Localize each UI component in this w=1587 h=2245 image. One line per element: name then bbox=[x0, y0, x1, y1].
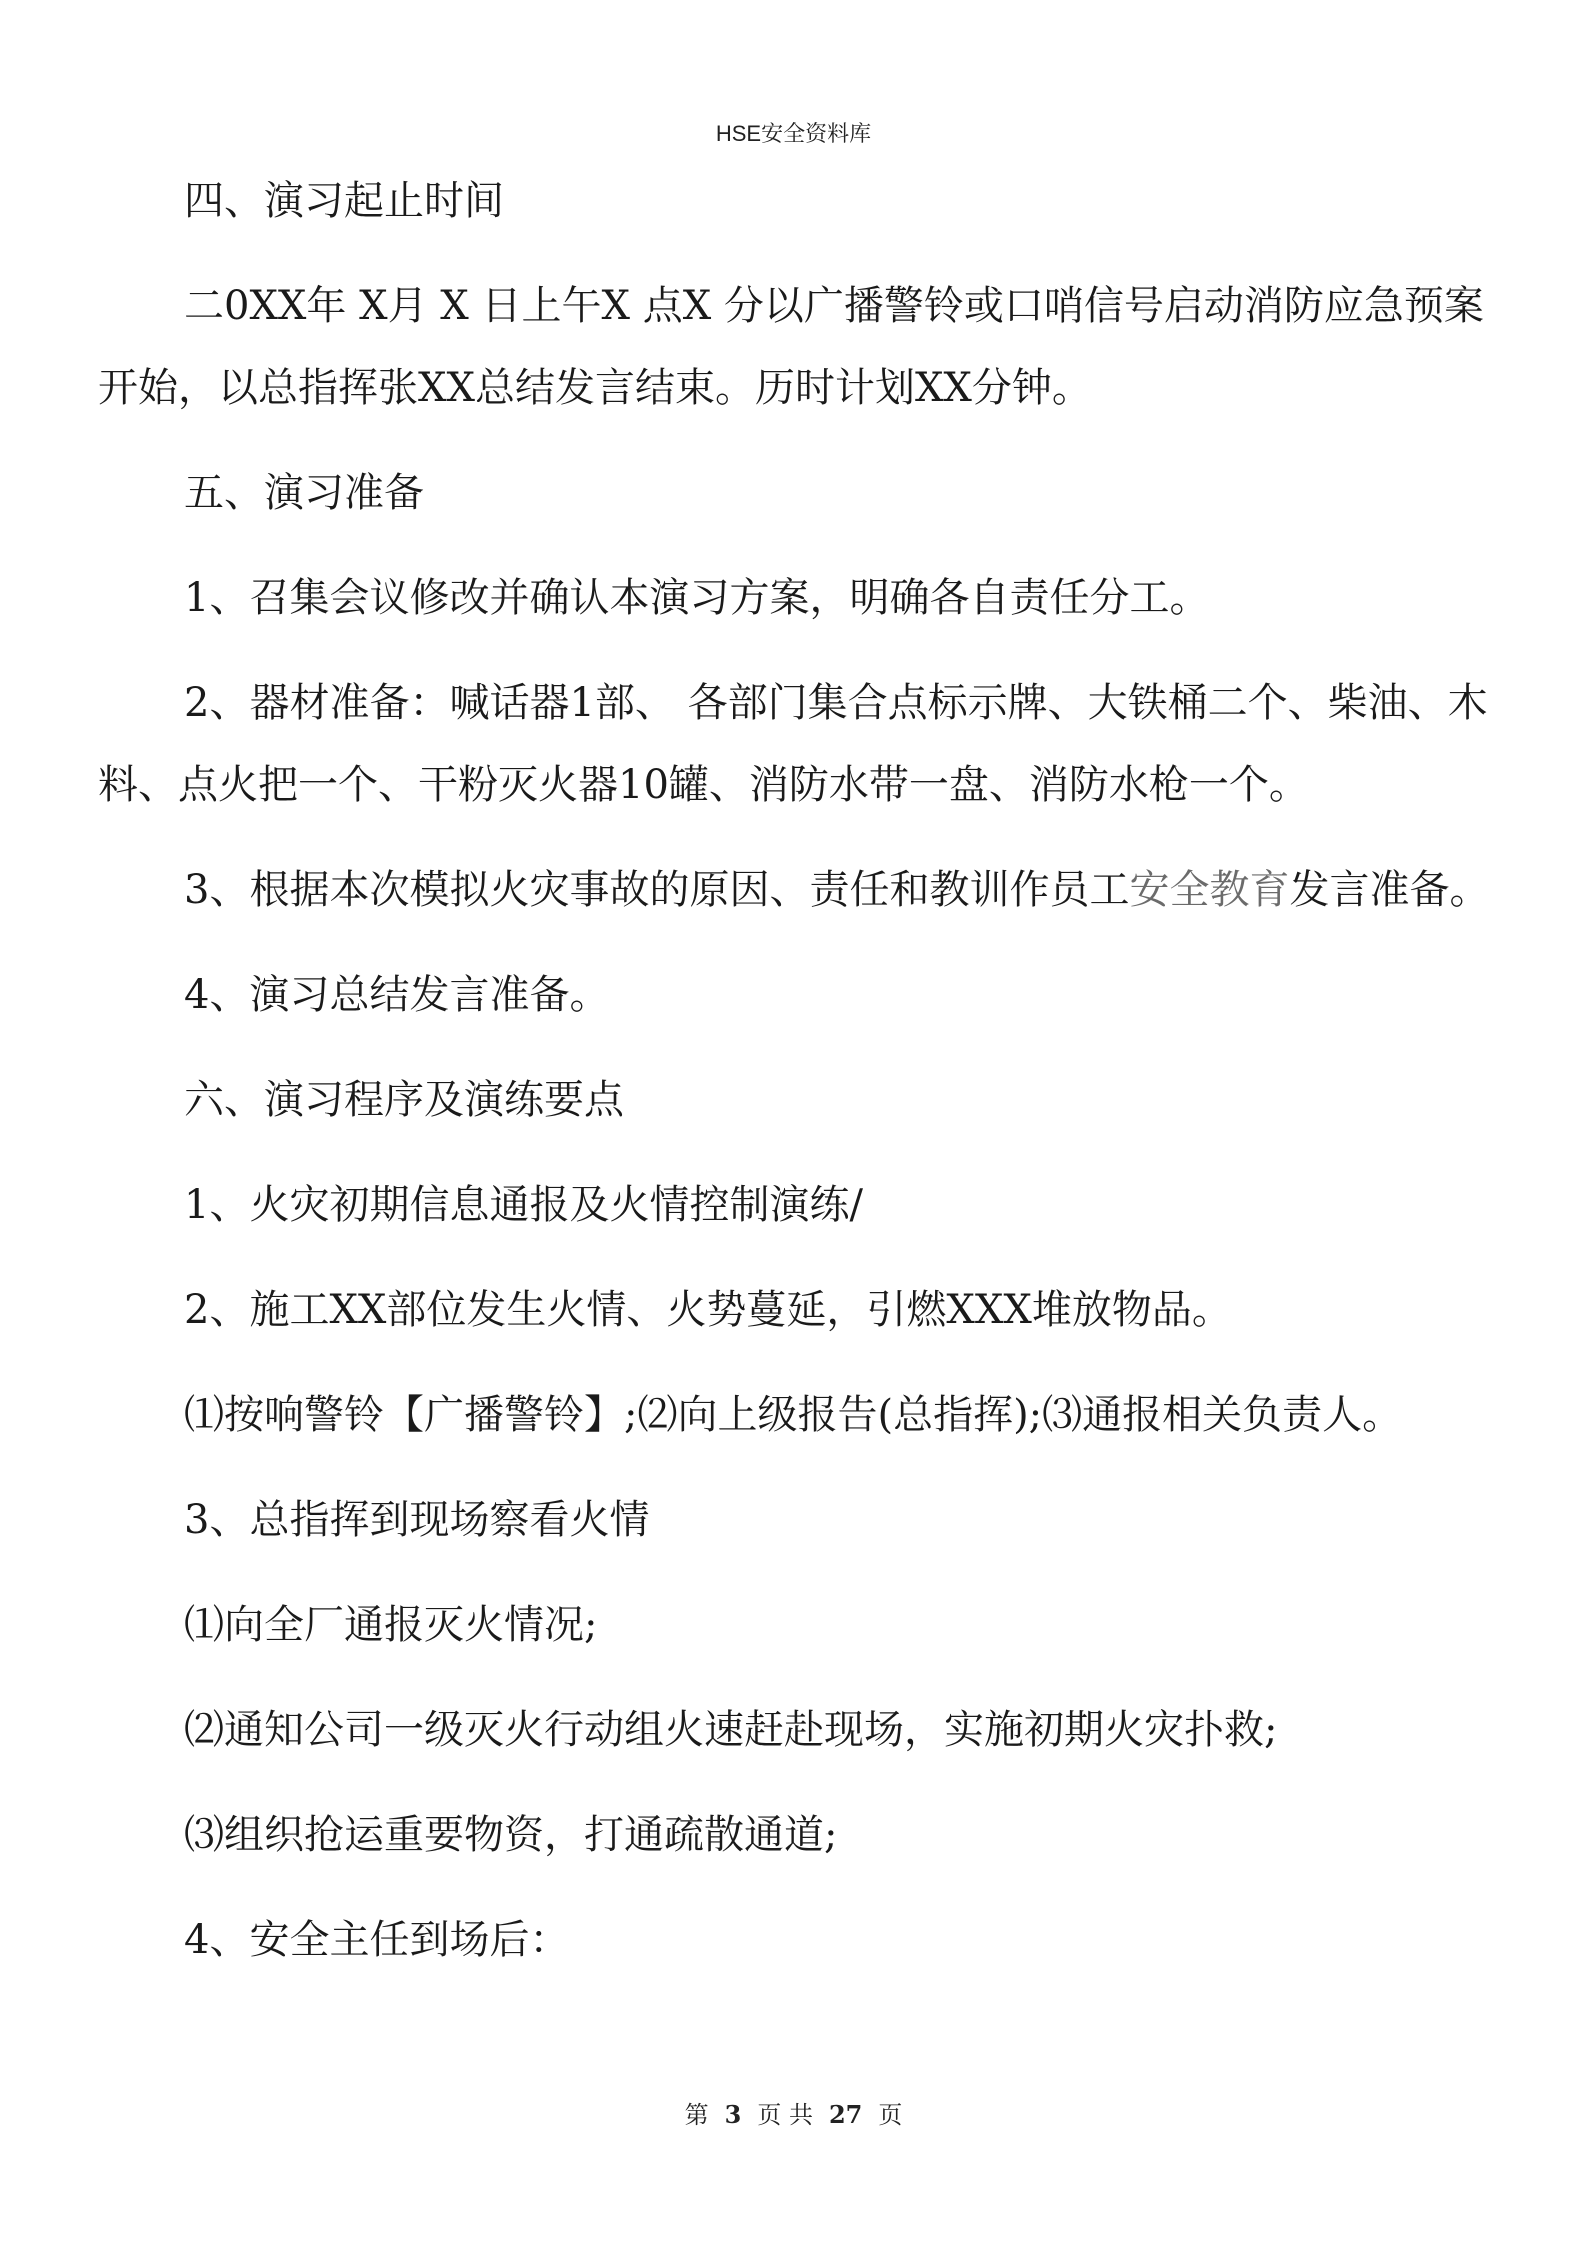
list-item-prep-1: 1、召集会议修改并确认本演习方案，明确各自责任分工。 bbox=[184, 575, 1210, 621]
list-item-prep-4: 4、演习总结发言准备。 bbox=[184, 972, 610, 1018]
footer-total-pages: 27 bbox=[828, 2100, 863, 2129]
list-item-proc-3: 3、总指挥到现场察看火情 bbox=[184, 1497, 650, 1543]
list-item-proc-4: 4、安全主任到场后： bbox=[184, 1917, 570, 1963]
footer-prefix: 第 bbox=[684, 2101, 709, 2129]
section-heading-preparation: 五、演习准备 bbox=[184, 470, 424, 516]
document-body bbox=[98, 160, 1498, 2004]
list-item-proc-1: 1、火灾初期信息通报及火情控制演练/ bbox=[184, 1182, 863, 1228]
footer-current-page: 3 bbox=[724, 2100, 742, 2129]
sub-item-dispatch-team: ⑵通知公司一级灭火行动组火速赶赴现场，实施初期火灾扑救; bbox=[184, 1707, 1278, 1753]
page-header: HSE安全资料库 bbox=[715, 121, 872, 146]
footer-middle: 页 共 bbox=[757, 2101, 813, 2129]
list-item-prep-3 bbox=[98, 849, 1498, 931]
section-heading-procedure: 六、演习程序及演练要点 bbox=[184, 1077, 624, 1123]
page-footer bbox=[0, 2095, 1587, 2130]
sub-item-notify-plant: ⑴向全厂通报灭火情况; bbox=[184, 1602, 598, 1648]
list-item-prep-2: 2、器材准备：喊话器1部、 各部门集合点标示牌、大铁桶二个、柴油、木料、点火把一个、干粉灭火器10罐、消防水带一盘、消防水枪一个。 bbox=[98, 680, 1488, 808]
footer-suffix: 页 bbox=[878, 2101, 903, 2129]
sub-item-evacuation: ⑶组织抢运重要物资，打通疏散通道; bbox=[184, 1812, 838, 1858]
prep-3-text-a: 3、根据本次模拟火灾事故的原因、责任和教训作员工 bbox=[184, 867, 1130, 913]
section-heading-timeframe: 四、演习起止时间 bbox=[184, 178, 504, 224]
paragraph-timeframe: 二0XX年 X月 X 日上午X 点X 分以广播警铃或口哨信号启动消防应急预案开始，以总指挥张XX总结发言结束。历时计划XX分钟。 bbox=[98, 283, 1484, 411]
prep-3-text-b: 发言准备。 bbox=[1289, 867, 1490, 913]
list-item-proc-2: 2、施工XX部位发生火情、火势蔓延，引燃XXX堆放物品。 bbox=[184, 1287, 1232, 1333]
sub-item-alarm: ⑴按响警铃【广播警铃】;⑵向上级报告(总指挥);⑶通报相关负责人。 bbox=[184, 1392, 1403, 1438]
safety-education-link[interactable]: 安全教育 bbox=[1129, 867, 1290, 913]
